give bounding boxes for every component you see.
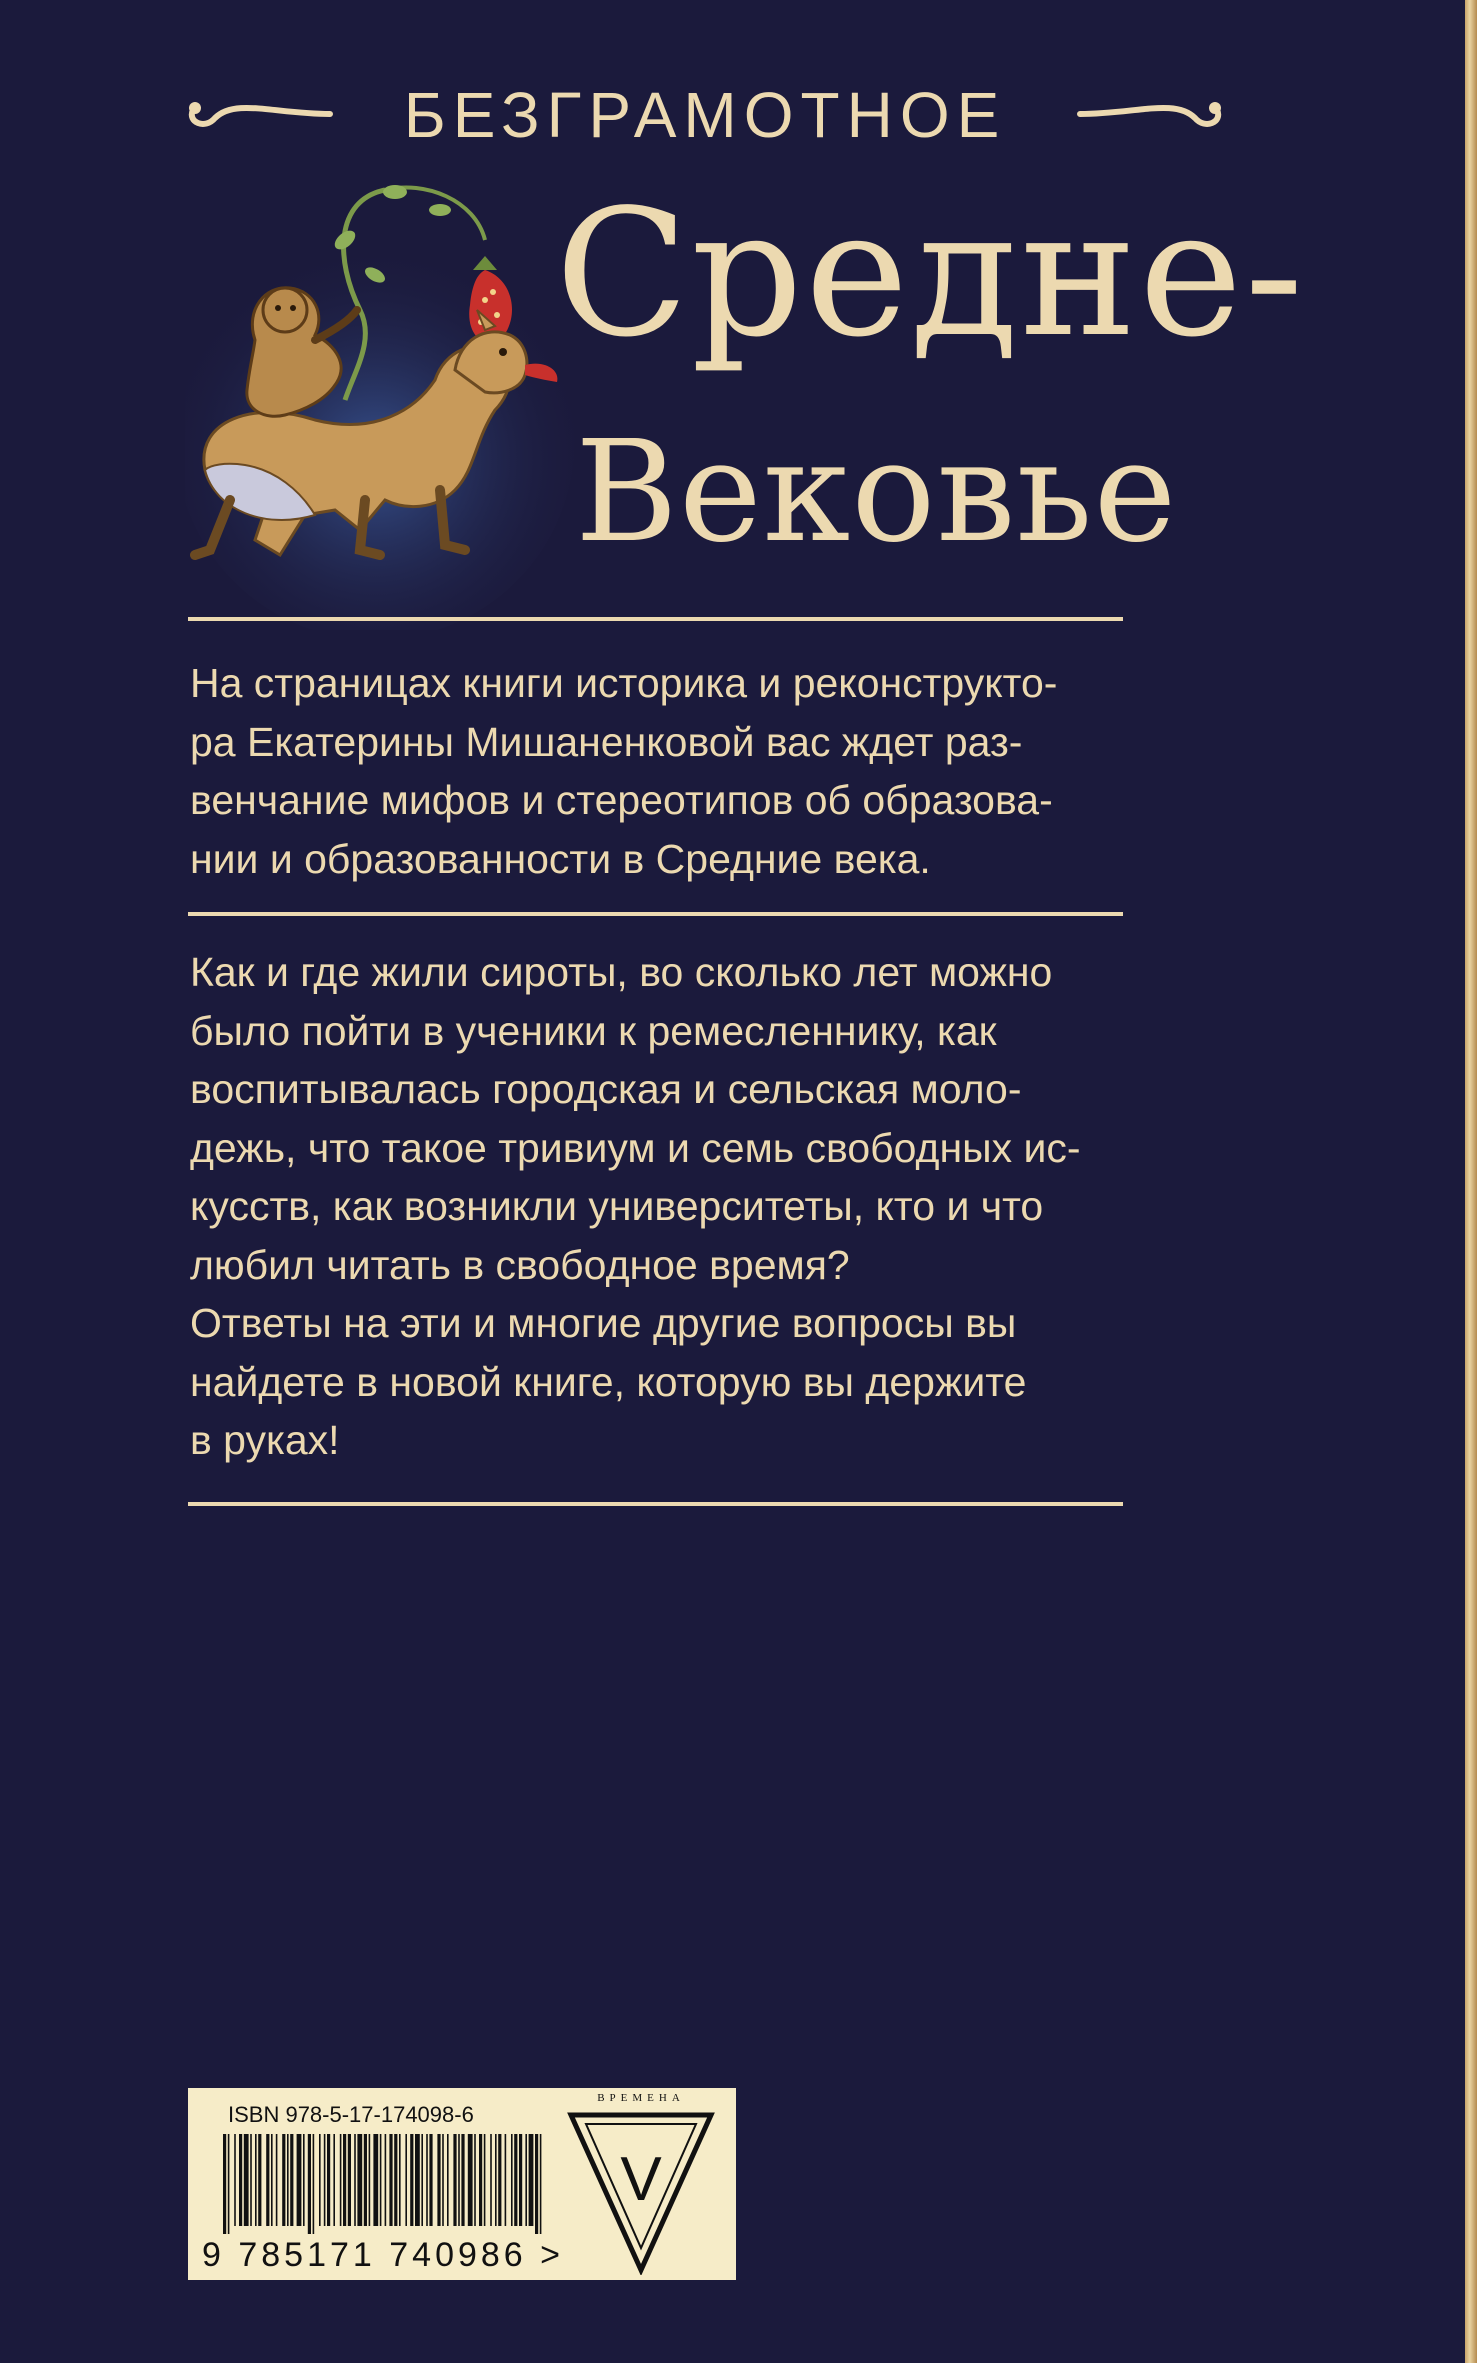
- text-line: найдете в новой книге, которую вы держите: [190, 1358, 1027, 1405]
- barcode-bar: [244, 2134, 249, 2226]
- barcode-bar: [394, 2134, 397, 2226]
- text-line: Ответы на эти и многие другие вопросы вы: [190, 1300, 1017, 1346]
- text-line: воспитывалась городская и сельская моло-: [190, 1066, 1022, 1112]
- barcode-bar: [340, 2134, 342, 2226]
- barcode-bar: [223, 2134, 226, 2234]
- barcode-bar: [442, 2134, 444, 2226]
- barcode-bar: [468, 2134, 473, 2226]
- barcode-bar: [535, 2134, 538, 2234]
- barcode-bar: [461, 2134, 464, 2226]
- text-line: было пойти в ученики к ремесленнику, как: [190, 1007, 997, 1054]
- barcode-bar: [319, 2134, 321, 2226]
- text-line: На страницах книги историка и реконструкто-: [190, 660, 1058, 706]
- barcode-bar: [239, 2134, 242, 2226]
- series-title: БЕЗГРАМОТНОЕ: [403, 79, 1007, 151]
- divider-bottom: [188, 1502, 1123, 1506]
- barcode-bar: [287, 2134, 289, 2226]
- barcode-bar: [447, 2134, 449, 2226]
- text-line: дежь, что такое тривиум и семь свободных ис-: [190, 1124, 1081, 1171]
- barcode-bar: [250, 2134, 252, 2226]
- barcode-bar: [525, 2134, 527, 2226]
- barcode-bar: [453, 2134, 456, 2226]
- barcode-bar: [333, 2134, 335, 2226]
- barcode-bar: [415, 2134, 420, 2226]
- barcode-bar: [458, 2134, 460, 2226]
- barcode-bar: [228, 2134, 230, 2234]
- barcode-bar: [474, 2134, 476, 2226]
- left-flourish-icon: [185, 92, 335, 142]
- barcode-bar: [410, 2134, 413, 2226]
- text-line: любил читать в свободное время?: [190, 1241, 850, 1288]
- barcode-bar: [297, 2134, 302, 2226]
- cover-edge-strip: [1465, 0, 1477, 2363]
- right-flourish-icon: [1075, 92, 1225, 142]
- text-line: Как и где жили сироты, во сколько лет можно: [190, 949, 1053, 995]
- barcode-bar: [348, 2134, 351, 2226]
- ean-digits: 9 785171 740986 >: [202, 2236, 565, 2274]
- barcode-bar: [529, 2134, 534, 2226]
- barcode-bar: [479, 2134, 482, 2226]
- series-title-row: [185, 80, 1225, 150]
- barcode-bar: [373, 2134, 378, 2226]
- barcode-bar: [389, 2134, 392, 2226]
- divider-middle: [188, 912, 1123, 916]
- barcode-bar: [234, 2134, 236, 2226]
- medieval-illustration: [185, 170, 585, 630]
- barcode-bar: [290, 2134, 293, 2226]
- barcode-bar: [540, 2134, 542, 2234]
- barcode-bar: [490, 2134, 492, 2226]
- text-line: ра Екатерины Мишаненковой вас ждет раз-: [190, 718, 1023, 765]
- book-title-line1: Средне-: [555, 173, 1306, 376]
- publisher-name: ВРЕМЕНА: [597, 2092, 685, 2104]
- barcode-bar: [426, 2134, 428, 2226]
- barcode-bar: [308, 2134, 311, 2234]
- barcode-bar: [405, 2134, 407, 2226]
- barcode-bar: [369, 2134, 371, 2226]
- barcode-bar: [498, 2134, 501, 2226]
- text-line: венчание мифов и стереотипов об образова-: [190, 777, 1053, 823]
- barcode-bar: [484, 2134, 486, 2226]
- barcode-bar: [271, 2134, 273, 2226]
- barcode-bar: [514, 2134, 517, 2226]
- barcode-bar: [313, 2134, 315, 2234]
- barcode-bar: [324, 2134, 326, 2226]
- isbn-label: ISBN 978-5-17-174098-6: [228, 2102, 474, 2127]
- barcode-bar: [276, 2134, 278, 2226]
- barcode-bar: [421, 2134, 423, 2226]
- barcode-bar: [519, 2134, 522, 2226]
- barcode-bar: [364, 2134, 367, 2226]
- description-paragraph-1: [190, 654, 1150, 888]
- barcode-panel: [188, 2088, 736, 2280]
- barcode-bar: [385, 2134, 387, 2226]
- barcode-bar: [343, 2134, 346, 2226]
- publisher-logo-icon: [566, 2110, 716, 2275]
- barcode-bars: [223, 2134, 543, 2234]
- barcode-bar: [437, 2134, 440, 2226]
- barcode-bar: [303, 2134, 305, 2226]
- barcode-bar: [380, 2134, 382, 2226]
- barcode-bar: [511, 2134, 513, 2226]
- barcode-bar: [429, 2134, 432, 2226]
- publisher-logo-letter: V: [620, 2145, 662, 2214]
- barcode-bar: [258, 2134, 261, 2226]
- description-paragraph-2: [190, 943, 1150, 1470]
- barcode-bar: [354, 2134, 356, 2226]
- text-line: в руках!: [190, 1417, 340, 1463]
- barcode-bar: [282, 2134, 285, 2226]
- barcode-bar: [255, 2134, 257, 2226]
- barcode-bar: [505, 2134, 507, 2226]
- barcode-bar: [266, 2134, 269, 2226]
- text-line: нии и образованности в Средние века.: [190, 835, 931, 882]
- text-line: кусств, как возникли университеты, кто и что: [190, 1183, 1044, 1229]
- barcode-bar: [327, 2134, 330, 2226]
- barcode-bar: [357, 2134, 362, 2226]
- divider-top: [188, 617, 1123, 621]
- book-title-line2: Вековье: [575, 411, 1178, 574]
- barcode-bar: [399, 2134, 401, 2226]
- barcode-bar: [495, 2134, 497, 2226]
